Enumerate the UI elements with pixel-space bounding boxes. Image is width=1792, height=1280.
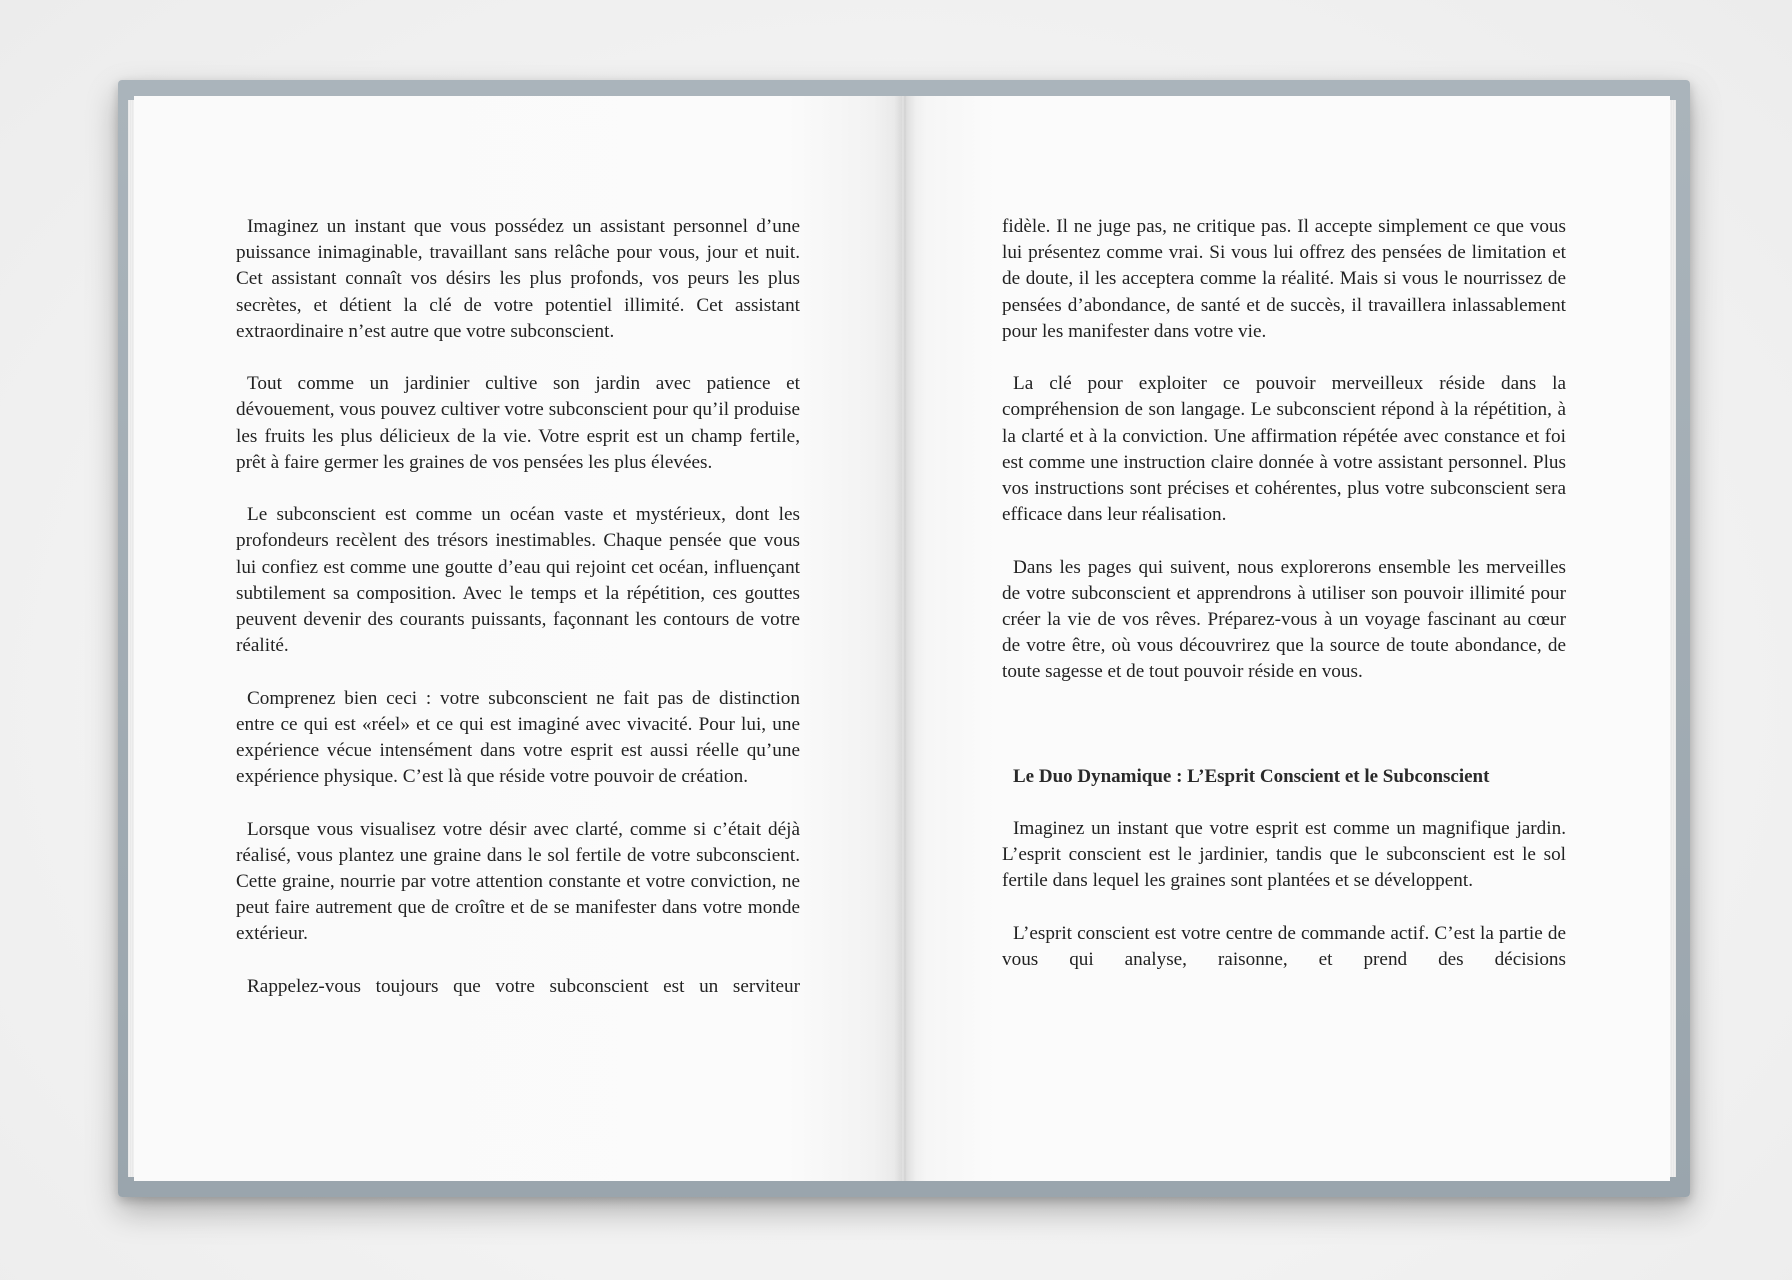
book-gutter [894,96,916,1181]
right-page [904,96,1670,1181]
paragraph: L’esprit conscient est votre centre de commande actif. C’est la partie de vous qui analyse, raisonne, et prend des décisions [1002,922,1566,970]
paragraph: Imaginez un instant que votre esprit est comme un magnifique jardin. L’esprit conscient est le jardinier, tandis que le subconscient est le sol fertile dans lequel les graines sont plantées et se développent. [1002,817,1566,892]
right-page-text [1002,214,1566,973]
paragraph: Le subconscient est comme un océan vaste et mystérieux, dont les profondeurs recèlent des trésors inestimables. Chaque pensée que vous lui confiez est comme une goutte d’eau qui rejoint cet océan, influençant subtilement sa composition. Avec le temps et la répétition, ces gouttes peuvent devenir des courants puissants, façonnant les contours de votre réalité. [236,504,800,657]
left-page-text [236,214,800,1000]
left-page [134,96,904,1181]
section-heading: Le Duo Dynamique : L’Esprit Conscient et le Subconscient [1013,765,1490,787]
paragraph: Dans les pages qui suivent, nous explorerons ensemble les merveilles de votre subconscient et apprendrons à utiliser son pouvoir illimité pour créer la vie de vos rêves. Préparez-vous à un voyage fascinant au cœur de votre être, où vous découvrirez que la source de toute abondance, de toute sagesse et de tout pouvoir réside en vous. [1002,556,1566,683]
paragraph: La clé pour exploiter ce pouvoir merveilleux réside dans la compréhension de son langage. Le subconscient répond à la répétition, à la clarté et à la conviction. Une affirmation répétée avec constance et foi est comme une instruction claire donnée à votre assistant personnel. Plus vos instructions sont précises et cohérentes, plus votre subconscient sera efficace dans leur réalisation. [1002,373,1566,526]
paragraph: Tout comme un jardinier cultive son jardin avec patience et dévouement, vous pouvez cultiver votre subconscient pour qu’il produise les fruits les plus délicieux de la vie. Votre esprit est un champ fertile, prêt à faire germer les graines de vos pensées les plus élevées. [236,373,800,473]
paragraph: Imaginez un instant que vous possédez un assistant personnel d’une puissance inimaginable, travaillant sans relâche pour vous, jour et nuit. Cet assistant connaît vos désirs les plus profonds, vos peurs les plus secrètes, et détient la clé de votre potentiel illimité. Cet assistant extraordinaire n’est autre que votre subconscient. [236,216,800,342]
paragraph: Lorsque vous visualisez votre désir avec clarté, comme si c’était déjà réalisé, vous plantez une graine dans le sol fertile de votre subconscient. Cette graine, nourrie par votre attention constante et votre conviction, ne peut faire autrement que de croître et de se manifester dans votre monde extérieur. [236,818,800,945]
paragraph: Comprenez bien ceci : votre subconscient ne fait pas de distinction entre ce qui est «réel» et ce qui est imaginé avec vivacité. Pour lui, une expérience vécue intensément dans votre esprit est aussi réelle qu’une expérience physique. C’est là que réside votre pouvoir de création. [236,687,800,788]
paragraph: Rappelez-vous toujours que votre subconscient est un serviteur [247,975,800,997]
page-edges-right [1670,100,1676,1177]
paragraph: fidèle. Il ne juge pas, ne critique pas. Il accepte simplement ce que vous lui présentez comme vrai. Si vous lui offrez des pensées de limitation et de doute, il les acceptera comme la réalité. Mais si vous le nourrissez de pensées d’abondance, de santé et de succès, il travaillera inlassablement pour les manifester dans votre vie. [1002,216,1566,342]
